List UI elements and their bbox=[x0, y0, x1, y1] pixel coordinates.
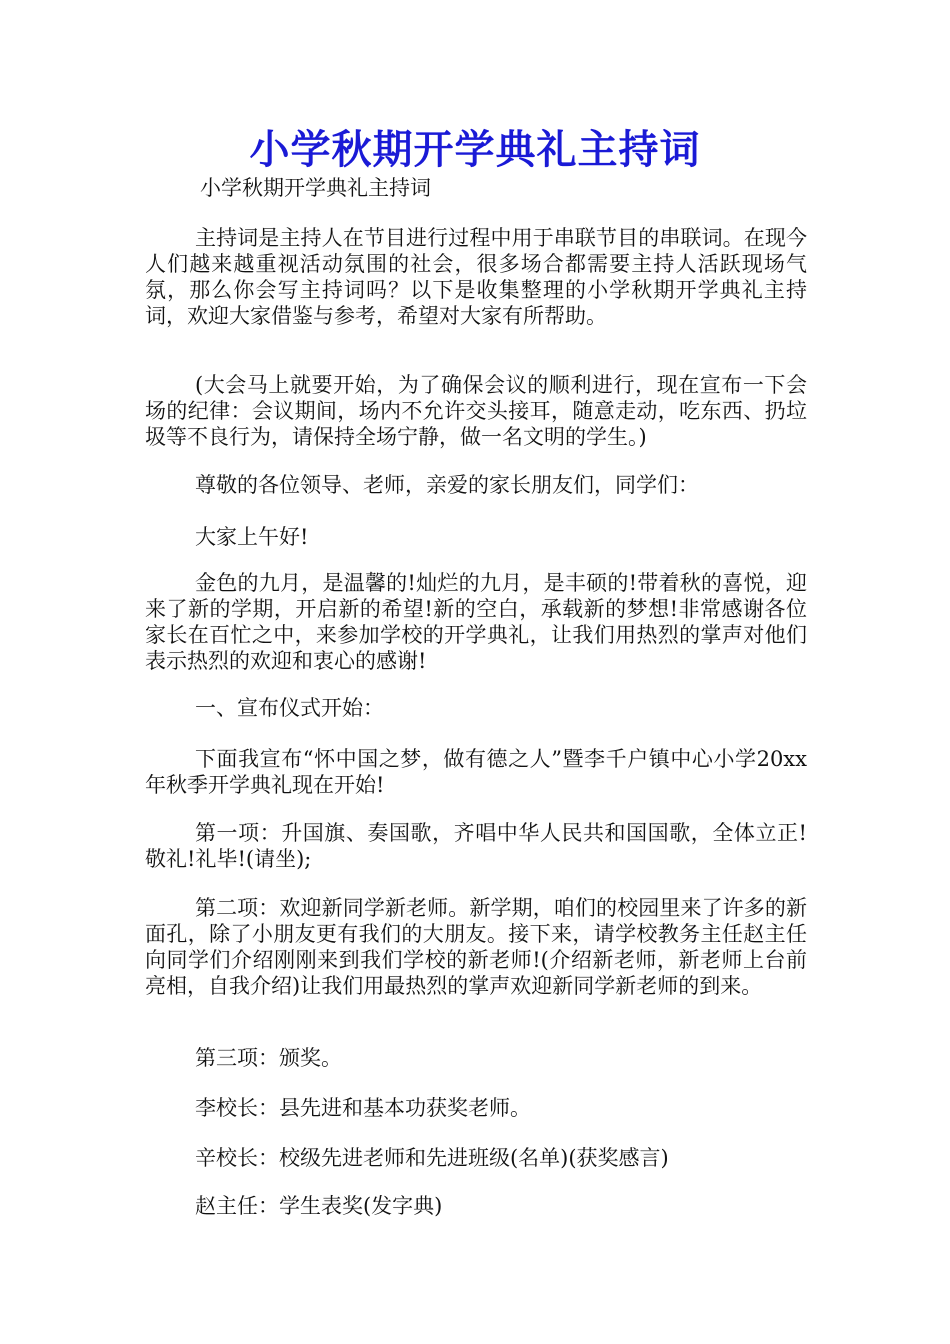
paragraph-announcement: 下面我宣布“怀中国之梦，做有德之人”暨李千户镇中心小学20xx年秋季开学典礼现在开始! bbox=[145, 747, 807, 797]
paragraph-principal-xin: 辛校长：校级先进老师和先进班级(名单)(获奖感言) bbox=[194, 1146, 669, 1170]
paragraph-item-two: 第二项：欢迎新同学新老师。新学期，咱们的校园里来了许多的新面孔，除了小朋友更有我们的大朋友。接下来，请学校教务主任赵主任向同学们介绍刚刚来到我们学校的新老师!(介绍新老师，新老师上台前亮相，自我介绍)让我们用最热烈的掌声欢迎新同学新老师的到来。 bbox=[145, 896, 807, 998]
document-subtitle: 小学秋期开学典礼主持词 bbox=[200, 176, 431, 200]
paragraph-principal-li: 李校长：县先进和基本功获奖老师。 bbox=[194, 1096, 531, 1120]
paragraph-greeting: 尊敬的各位领导、老师，亲爱的家长朋友们，同学们： bbox=[194, 473, 699, 497]
paragraph-discipline: (大会马上就要开始，为了确保会议的顺利进行，现在宣布一下会场的纪律：会议期间，场内不允许交头接耳，随意走动，吃东西、扔垃圾等不良行为，请保持全场宁静，做一名文明的学生。) bbox=[145, 373, 807, 449]
paragraph-september: 金色的九月，是温馨的!灿烂的九月，是丰硕的!带着秋的喜悦，迎来了新的学期，开启新的希望!新的空白，承载新的梦想!非常感谢各位家长在百忙之中，来参加学校的开学典礼，让我们用热烈的掌声对他们表示热烈的欢迎和衷心的感谢! bbox=[145, 571, 807, 673]
paragraph-item-three: 第三项：颁奖。 bbox=[194, 1046, 342, 1070]
paragraph-section-one: 一、宣布仪式开始： bbox=[194, 696, 384, 720]
paragraph-intro: 主持词是主持人在节目进行过程中用于串联节目的串联词。在现今人们越来越重视活动氛围的社会，很多场合都需要主持人活跃现场气氛，那么你会写主持词吗？以下是收集整理的小学秋期开学典礼主持词，欢迎大家借鉴与参考，希望对大家有所帮助。 bbox=[145, 226, 807, 328]
document-title: 小学秋期开学典礼主持词 bbox=[249, 127, 701, 173]
paragraph-director-zhao: 赵主任：学生表奖(发字典) bbox=[194, 1194, 443, 1218]
paragraph-item-one: 第一项：升国旗、奏国歌，齐唱中华人民共和国国歌，全体立正!敬礼!礼毕!(请坐); bbox=[145, 821, 807, 871]
paragraph-good-morning: 大家上午好! bbox=[194, 525, 309, 549]
